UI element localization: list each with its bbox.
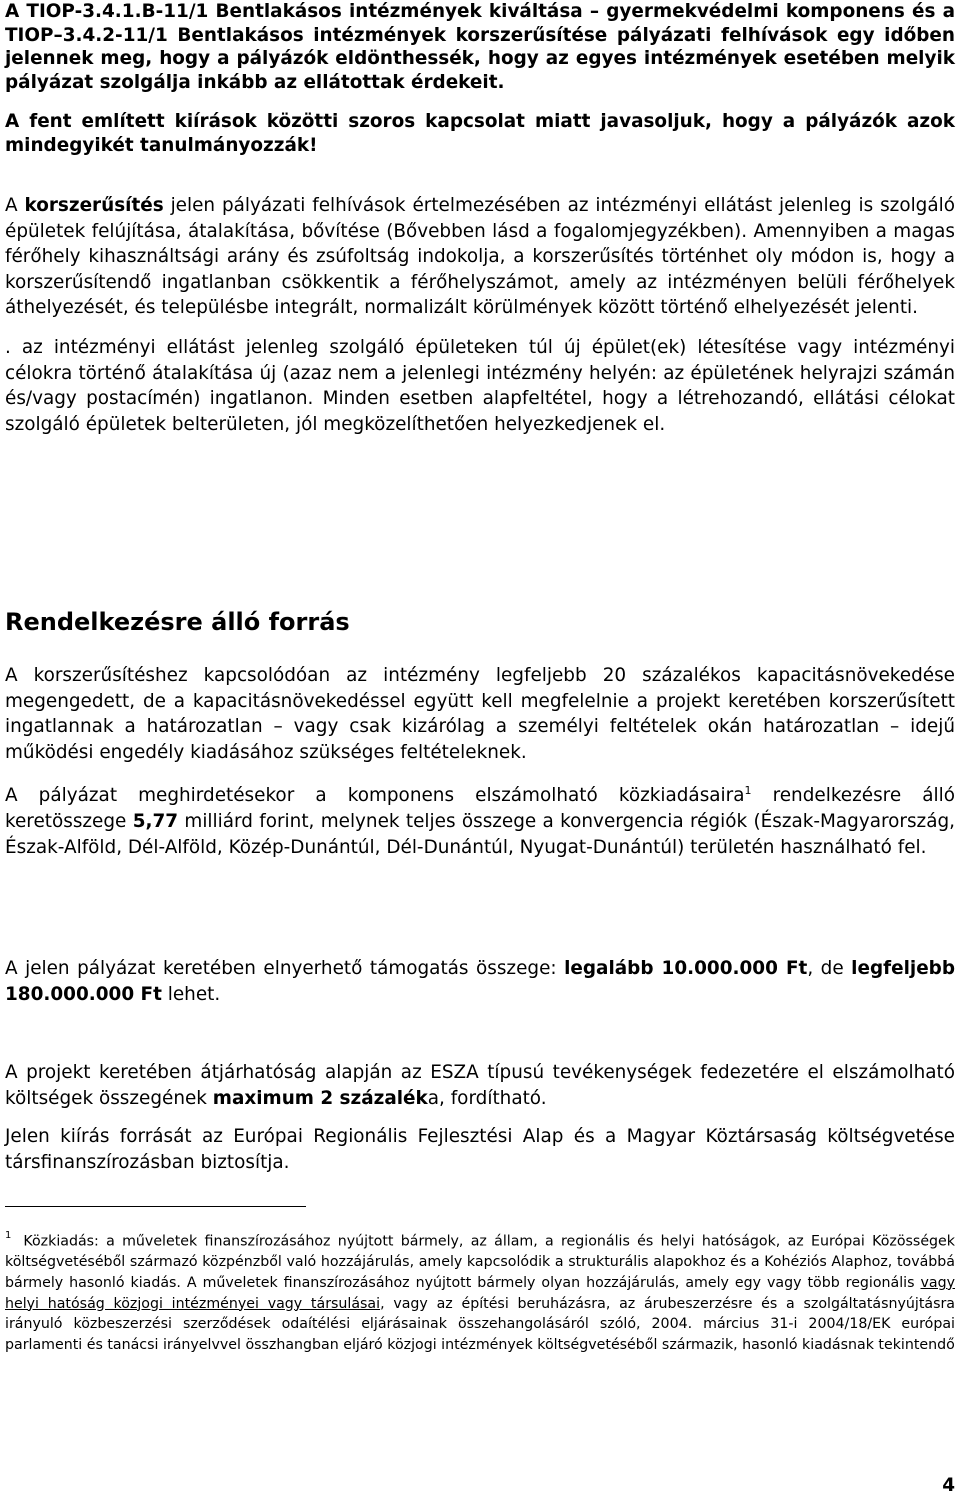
definition-text: jelen pályázati felhívások értelmezésében az intézményi ellátást jelenleg is szolgáló épületek felújítása, átalakítása, bővítése (Bővebben lásd a fogalomjegyzékben). Amennyiben a magas férőhely kihasználtsági arány és zsúfoltság indokolja, a korszerűsítés történhet oly módon is, hogy a korszerűsítendő ingatlanban csökkentik a férőhelyszámot, amely az intézményen belüli férőhelyek áthelyezését, és településbe integrált, normalizált körülmények között történő elhelyezését jelenti.: [5, 195, 955, 319]
footnote-text-1: Közkiadás: a műveletek finanszírozásához nyújtott bármely, az állam, a regionális és helyi hatóságok, az Európai Közösségek költségvetéséből származó közpénzből való hozzájárulás, amely kapcsolódik a strukturális alapokhoz és a Kohéziós Alaphoz, továbbá bármely hasonló kiadás. A műveletek finanszírozásához nyújtott bármely olyan hozzájárulás, amely egy vagy több regionális: [5, 1233, 955, 1291]
allocation-text-2: rendelkezésre álló keretösszege: [5, 785, 955, 832]
grant-minimum: legalább 10.000.000 Ft: [564, 958, 808, 979]
intro-block: [5, 0, 955, 157]
esza-text-2: a, fordítható.: [427, 1087, 547, 1109]
esza-maximum: maximum 2 százalék: [212, 1087, 428, 1109]
esza-text-1: A projekt keretében átjárhatóság alapján az ESZA típusú tevékenységek fedezetére el elszámolható költségek összegének: [5, 1062, 955, 1109]
grant-text-3: lehet.: [161, 983, 221, 1005]
grant-text-1: A jelen pályázat keretében elnyerhető támogatás összege:: [5, 958, 565, 979]
definition-term: korszerűsítés: [24, 195, 164, 216]
grant-maximum: legfeljebb 180.000.000 Ft: [5, 958, 955, 1005]
page-number: 4: [942, 1475, 955, 1496]
definition-block: [5, 193, 955, 437]
footnote-text-2: , vagy az építési beruházásra, az árubeszerzésre és a szolgáltatásnyújtásra irányuló közbeszerzési szerződések odaítélési eljárásainak összehangolásáról szóló, 2004. március 31-i 2004/18/EK európai parlamenti és tanácsi irányelvvel összhangban eljáró közjogi intézmények költségvetéséből származik, hasonló kiadásnak tekintendő: [5, 1295, 955, 1353]
section-body: [5, 663, 955, 860]
grant-text-2: , de: [807, 958, 852, 979]
capacity-paragraph: A korszerűsítéshez kapcsolódóan az intézmény legfeljebb 20 százalékos kapacitásnövekedése megengedett, de a kapacitásnövekedéssel együtt kell megfelelnie a projekt keretében korszerűsített ingatlannak a határozatlan – vagy csak kizárólag a személyi feltételek okán határozatlan – idejű működési engedély kiadásához szükséges feltételeknek.: [5, 665, 955, 763]
allocation-amount: 5,77: [132, 810, 179, 832]
footnote: [5, 1228, 955, 1355]
intro-paragraph-2: A fent említett kiírások közötti szoros kapcsolat miatt javasoljuk, hogy a pályázók azok mindegyikét tanulmányozzák!: [5, 111, 955, 156]
grant-amount-paragraph: [5, 956, 955, 1007]
intro-paragraph-1: A TIOP-3.4.1.B-11/1 Bentlakásos intézmények kiváltása – gyermekvédelmi komponens és a TIOP–3.4.2-11/1 Bentlakásos intézmények korszerűsítése pályázati felhívások egy időben jelennek meg, hogy a pályázók eldönthessék, hogy az egyes intézmények esetében melyik pályázat szolgálja inkább az ellátottak érdekeit.: [5, 1, 955, 93]
allocation-paragraph: [5, 783, 955, 860]
allocation-text-3: milliárd forint, melynek teljes összege a konvergencia régiók (Észak-Magyarország, Észak-Alföld, Dél-Alföld, Közép-Dunántúl, Dél-Dunántúl, Nyugat-Dunántúl) területén használható fel.: [5, 810, 955, 858]
definition-lead: A: [5, 195, 18, 216]
uj-epulet-paragraph: . az intézményi ellátást jelenleg szolgáló épületeken túl új épület(ek) létesítése vagy intézményi célokra történő átalakítása új (azaz nem a jelenlegi intézmény helyén: az épületének helyrajzi számán és/vagy postacímén) ingatlanon. Minden esetben alapfeltétel, hogy a létrehozandó, ellátási célokat szolgáló épületek belterületen, jól megközelíthetően helyezkedjenek el.: [5, 336, 955, 435]
esza-paragraph: [5, 1060, 955, 1111]
korszerusites-definition: [5, 193, 955, 321]
footnote-reference[interactable]: 1: [744, 784, 752, 798]
footnote-separator: [5, 1206, 306, 1207]
section-heading: Rendelkezésre álló forrás: [5, 608, 350, 636]
document-page: [5, 0, 955, 1353]
allocation-text-1: A pályázat meghirdetésekor a komponens elszámolható közkiadásaira: [5, 785, 745, 807]
footnote-underlined-text: vagy helyi hatóság közjogi intézményei vagy társulásai: [5, 1274, 955, 1312]
funding-source-paragraph: Jelen kiírás forrását az Európai Regionális Fejlesztési Alap és a Magyar Köztársaság költségvetése társfinanszírozásban biztosítja.: [5, 1126, 955, 1173]
footnote-mark: 1: [5, 1230, 12, 1241]
